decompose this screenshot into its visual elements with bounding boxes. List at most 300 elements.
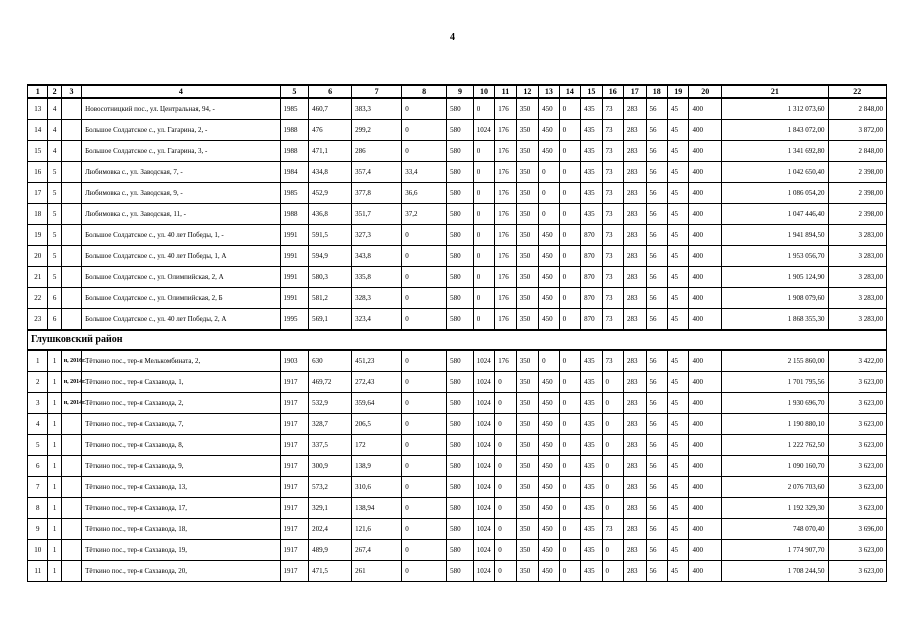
table-cell: 176	[495, 267, 516, 288]
table-cell: 580	[447, 246, 474, 267]
table-cell: 1024	[473, 350, 494, 372]
table-cell: 5	[48, 246, 61, 267]
table-cell: 400	[689, 267, 722, 288]
table-cell: 56	[646, 435, 667, 456]
column-header: 21	[722, 85, 828, 98]
table-cell: 580	[447, 477, 474, 498]
table-cell: 8	[28, 498, 48, 519]
table-cell: 350	[516, 477, 538, 498]
column-header: 2	[48, 85, 61, 98]
table-cell: 0	[402, 477, 447, 498]
table-cell: 435	[581, 120, 602, 141]
table-cell: 2 398,00	[828, 204, 887, 225]
table-cell	[61, 288, 81, 309]
table-cell: 351,7	[352, 204, 402, 225]
table-cell: 580	[447, 309, 474, 331]
table-cell: 1024	[473, 372, 494, 393]
table-row	[28, 225, 887, 246]
table-cell: 350	[516, 561, 538, 582]
table-cell: 435	[581, 162, 602, 183]
table-row	[28, 120, 887, 141]
table-cell: 1 708 244,50	[722, 561, 828, 582]
table-cell: н, 2016г.	[61, 350, 81, 372]
table-cell: 0	[602, 456, 623, 477]
table-cell: 450	[539, 225, 559, 246]
table-cell	[61, 162, 81, 183]
table-cell: 1991	[280, 246, 309, 267]
table-cell: 580	[447, 456, 474, 477]
table-cell: 580	[447, 204, 474, 225]
table-cell: 5	[48, 204, 61, 225]
table-cell: 37,2	[402, 204, 447, 225]
table-cell: 1 905 124,90	[722, 267, 828, 288]
table-cell	[61, 120, 81, 141]
table-cell: 73	[602, 519, 623, 540]
table-cell: 283	[624, 120, 646, 141]
table-cell: 176	[495, 183, 516, 204]
table-cell: 3 623,00	[828, 372, 887, 393]
table-cell	[61, 477, 81, 498]
table-cell: 350	[516, 435, 538, 456]
table-cell: 435	[581, 372, 602, 393]
table-cell: 1 930 696,70	[722, 393, 828, 414]
table-cell: 1024	[473, 414, 494, 435]
table-cell: 400	[689, 309, 722, 331]
table-cell	[61, 204, 81, 225]
table-cell: 1 222 762,50	[722, 435, 828, 456]
table-cell: 1 908 079,60	[722, 288, 828, 309]
table-cell: Любимовка с., ул. Заводская, 11, -	[82, 204, 280, 225]
table-cell: 3 623,00	[828, 498, 887, 519]
table-cell: 471,5	[309, 561, 352, 582]
table-cell: 176	[495, 162, 516, 183]
table-cell: 591,5	[309, 225, 352, 246]
column-header: 17	[624, 85, 646, 98]
table-cell: 0	[495, 477, 516, 498]
table-cell: 13	[28, 98, 48, 120]
table-cell: 400	[689, 561, 722, 582]
table-cell: 176	[495, 120, 516, 141]
column-header: 15	[581, 85, 602, 98]
table-cell: 450	[539, 456, 559, 477]
table-cell: 450	[539, 267, 559, 288]
table-cell: 460,7	[309, 98, 352, 120]
table-cell: 400	[689, 350, 722, 372]
table-cell: 0	[559, 393, 580, 414]
table-cell: 0	[495, 414, 516, 435]
table-cell: 400	[689, 498, 722, 519]
table-cell: 3 623,00	[828, 435, 887, 456]
table-cell: 0	[602, 393, 623, 414]
table-cell: 56	[646, 246, 667, 267]
table-cell: 272,43	[352, 372, 402, 393]
table-cell: 0	[402, 456, 447, 477]
table-cell: 870	[581, 225, 602, 246]
page-number: 4	[450, 32, 455, 43]
table-row	[28, 540, 887, 561]
table-cell: 73	[602, 309, 623, 331]
table-cell: 2 398,00	[828, 162, 887, 183]
table-cell: 45	[667, 183, 688, 204]
table-row	[28, 350, 887, 372]
table-cell: 0	[539, 183, 559, 204]
table-cell: 73	[602, 204, 623, 225]
table-cell: 45	[667, 372, 688, 393]
table-cell: 73	[602, 288, 623, 309]
table-cell: 0	[473, 267, 494, 288]
table-cell: 1024	[473, 435, 494, 456]
table-cell: 283	[624, 98, 646, 120]
table-cell: 1024	[473, 561, 494, 582]
table-cell: Большое Солдатское с., ул. Гагарина, 3, -	[82, 141, 280, 162]
table-cell: 0	[602, 561, 623, 582]
table-cell: 45	[667, 519, 688, 540]
table-cell: 3 422,00	[828, 350, 887, 372]
table-cell: 435	[581, 477, 602, 498]
table-cell: 435	[581, 204, 602, 225]
table-cell	[61, 225, 81, 246]
table-cell: Тёткино пос., тер-я Сахзавода, 13,	[82, 477, 280, 498]
table-cell: 450	[539, 309, 559, 331]
table-cell: 3 623,00	[828, 393, 887, 414]
table-cell	[61, 309, 81, 331]
table-cell: 0	[473, 309, 494, 331]
table-cell: 0	[402, 120, 447, 141]
table-cell: 569,1	[309, 309, 352, 331]
table-cell: 56	[646, 456, 667, 477]
column-header-row	[28, 85, 887, 98]
table-cell: 1988	[280, 120, 309, 141]
table-cell: 0	[559, 372, 580, 393]
table-cell: 400	[689, 414, 722, 435]
table-cell: 45	[667, 120, 688, 141]
table-cell: 435	[581, 540, 602, 561]
table-cell: 1917	[280, 477, 309, 498]
table-cell: 299,2	[352, 120, 402, 141]
table-cell: 1917	[280, 540, 309, 561]
column-header: 6	[309, 85, 352, 98]
table-cell: 532,9	[309, 393, 352, 414]
table-cell: 1 086 054,20	[722, 183, 828, 204]
table-cell: 6	[48, 309, 61, 331]
table-cell: 4	[48, 141, 61, 162]
table-cell: 73	[602, 225, 623, 246]
table-cell: 580	[447, 393, 474, 414]
table-cell: 56	[646, 477, 667, 498]
table-cell: 350	[516, 414, 538, 435]
table-cell: 1991	[280, 288, 309, 309]
table-cell: 10	[28, 540, 48, 561]
table-cell: 138,9	[352, 456, 402, 477]
table-cell: 2 848,00	[828, 98, 887, 120]
table-cell: 0	[559, 225, 580, 246]
table-cell: 0	[559, 540, 580, 561]
table-cell: 300,9	[309, 456, 352, 477]
table-cell: 580	[447, 267, 474, 288]
column-header: 13	[539, 85, 559, 98]
table-cell: 1 953 056,70	[722, 246, 828, 267]
table-cell: 870	[581, 288, 602, 309]
column-header: 22	[828, 85, 887, 98]
table-cell: 0	[559, 350, 580, 372]
table-cell: 580	[447, 141, 474, 162]
table-cell: 0	[402, 372, 447, 393]
table-cell: Тёткино пос., тер-я Сахзавода, 9,	[82, 456, 280, 477]
table-cell: 400	[689, 540, 722, 561]
table-cell: 1024	[473, 477, 494, 498]
column-header: 19	[667, 85, 688, 98]
table-cell: 1024	[473, 393, 494, 414]
table-cell: 33,4	[402, 162, 447, 183]
table-cell: 0	[495, 456, 516, 477]
table-cell: 283	[624, 246, 646, 267]
table-cell: 138,94	[352, 498, 402, 519]
table-cell: 283	[624, 288, 646, 309]
column-header: 1	[28, 85, 48, 98]
table-cell: 1917	[280, 456, 309, 477]
table-cell: 45	[667, 141, 688, 162]
table-cell: 45	[667, 225, 688, 246]
table-cell: Большое Солдатское с., ул. 40 лет Победы, 1, А	[82, 246, 280, 267]
table-cell: 400	[689, 120, 722, 141]
table-cell: 435	[581, 519, 602, 540]
table-cell: 283	[624, 393, 646, 414]
table-cell: 56	[646, 98, 667, 120]
table-cell: 450	[539, 414, 559, 435]
table-cell: 56	[646, 393, 667, 414]
table-cell: 435	[581, 393, 602, 414]
table-cell: 3 283,00	[828, 267, 887, 288]
table-cell: Большое Солдатское с., ул. Гагарина, 2, -	[82, 120, 280, 141]
table-cell: 45	[667, 309, 688, 331]
table-cell: 400	[689, 372, 722, 393]
table-cell: 1	[48, 498, 61, 519]
column-header: 11	[495, 85, 516, 98]
table-cell: 435	[581, 414, 602, 435]
table-cell: 580	[447, 288, 474, 309]
table-cell: 73	[602, 350, 623, 372]
table-cell: 9	[28, 519, 48, 540]
table-cell: 4	[48, 120, 61, 141]
table-cell: 45	[667, 561, 688, 582]
table-cell: 4	[28, 414, 48, 435]
table-cell: 1984	[280, 162, 309, 183]
table-cell: 350	[516, 519, 538, 540]
table-cell: 748 070,40	[722, 519, 828, 540]
table-cell: 1917	[280, 414, 309, 435]
table-cell: 450	[539, 120, 559, 141]
table-cell: 73	[602, 183, 623, 204]
table-cell: 0	[495, 393, 516, 414]
table-cell: Большое Солдатское с., ул. 40 лет Победы, 2, А	[82, 309, 280, 331]
table-cell: 580	[447, 162, 474, 183]
table-cell: 400	[689, 393, 722, 414]
table-cell: 0	[495, 372, 516, 393]
table-cell: 56	[646, 288, 667, 309]
table-cell: Тёткино пос., тер-я Сахзавода, 8,	[82, 435, 280, 456]
table-cell: 0	[539, 204, 559, 225]
table-cell: 435	[581, 98, 602, 120]
table-cell: Большое Солдатское с., ул. Олимпийская, 2, А	[82, 267, 280, 288]
table-cell: 36,6	[402, 183, 447, 204]
column-header: 12	[516, 85, 538, 98]
table-cell: 56	[646, 162, 667, 183]
table-cell: 0	[402, 246, 447, 267]
table-cell: 176	[495, 288, 516, 309]
table-cell: 1917	[280, 372, 309, 393]
table-cell: 0	[402, 267, 447, 288]
table-cell: 176	[495, 246, 516, 267]
table-cell: 476	[309, 120, 352, 141]
table-cell: 580	[447, 561, 474, 582]
table-cell: 45	[667, 162, 688, 183]
table-cell: 73	[602, 120, 623, 141]
table-cell: 1991	[280, 267, 309, 288]
register-table-container	[27, 84, 887, 582]
table-cell: 335,8	[352, 267, 402, 288]
table-cell: 0	[559, 204, 580, 225]
table-cell: 45	[667, 246, 688, 267]
table-cell: 0	[559, 309, 580, 331]
table-cell: 400	[689, 141, 722, 162]
table-cell: 450	[539, 246, 559, 267]
table-cell: 45	[667, 540, 688, 561]
table-cell: 1 341 692,80	[722, 141, 828, 162]
table-cell: 350	[516, 372, 538, 393]
table-cell: 5	[48, 162, 61, 183]
table-cell: 489,9	[309, 540, 352, 561]
table-cell: 3	[28, 393, 48, 414]
table-cell: 1	[48, 372, 61, 393]
table-row	[28, 372, 887, 393]
table-cell: 1988	[280, 204, 309, 225]
table-row	[28, 204, 887, 225]
table-cell: 45	[667, 477, 688, 498]
table-cell: 56	[646, 225, 667, 246]
table-cell: 56	[646, 183, 667, 204]
table-cell: 121,6	[352, 519, 402, 540]
table-cell: 283	[624, 540, 646, 561]
table-cell: 206,5	[352, 414, 402, 435]
table-cell: 350	[516, 540, 538, 561]
table-cell: 383,3	[352, 98, 402, 120]
table-cell: 450	[539, 540, 559, 561]
table-row	[28, 288, 887, 309]
table-cell: 435	[581, 350, 602, 372]
table-cell: 1 868 355,30	[722, 309, 828, 331]
table-cell: 283	[624, 498, 646, 519]
table-cell: 2	[28, 372, 48, 393]
table-cell: 0	[602, 540, 623, 561]
table-cell: Тёткино пос., тер-я Сахзавода, 19,	[82, 540, 280, 561]
column-header: 18	[646, 85, 667, 98]
table-cell: 73	[602, 141, 623, 162]
table-cell: 377,8	[352, 183, 402, 204]
table-cell: 0	[559, 267, 580, 288]
table-cell: 1991	[280, 225, 309, 246]
table-row	[28, 183, 887, 204]
table-cell: 0	[559, 414, 580, 435]
table-cell: 450	[539, 372, 559, 393]
table-cell: 450	[539, 393, 559, 414]
table-cell: 0	[495, 435, 516, 456]
table-cell: 580	[447, 98, 474, 120]
table-cell: 581,2	[309, 288, 352, 309]
table-cell: Тёткино пос., тер-я Сахзавода, 20,	[82, 561, 280, 582]
table-cell: 56	[646, 309, 667, 331]
table-cell: 0	[402, 225, 447, 246]
table-cell: 56	[646, 561, 667, 582]
table-cell: 580	[447, 414, 474, 435]
table-cell: 45	[667, 350, 688, 372]
table-cell: 1917	[280, 519, 309, 540]
table-cell: 1917	[280, 393, 309, 414]
table-cell: 45	[667, 456, 688, 477]
table-row	[28, 498, 887, 519]
table-cell	[61, 435, 81, 456]
table-cell: 0	[402, 435, 447, 456]
column-header: 8	[402, 85, 447, 98]
table-cell: 350	[516, 267, 538, 288]
table-cell: 1024	[473, 540, 494, 561]
table-cell	[61, 246, 81, 267]
table-cell: 0	[495, 519, 516, 540]
table-row	[28, 456, 887, 477]
table-cell: 436,8	[309, 204, 352, 225]
table-cell: 283	[624, 477, 646, 498]
table-cell: 471,1	[309, 141, 352, 162]
table-cell: 1	[48, 456, 61, 477]
table-cell: 176	[495, 204, 516, 225]
table-row	[28, 162, 887, 183]
table-cell: 45	[667, 267, 688, 288]
table-cell: 1903	[280, 350, 309, 372]
table-cell: 3 283,00	[828, 288, 887, 309]
table-row	[28, 141, 887, 162]
table-cell: 56	[646, 372, 667, 393]
table-cell: 0	[602, 372, 623, 393]
table-row	[28, 414, 887, 435]
table-cell: 1	[48, 350, 61, 372]
table-cell: 283	[624, 350, 646, 372]
table-cell	[61, 561, 81, 582]
table-cell: 0	[559, 435, 580, 456]
table-cell: 0	[539, 350, 559, 372]
table-cell: 283	[624, 456, 646, 477]
column-header: 14	[559, 85, 580, 98]
table-cell: 435	[581, 498, 602, 519]
table-cell: 5	[48, 267, 61, 288]
table-cell: 0	[559, 120, 580, 141]
table-cell: 6	[48, 288, 61, 309]
table-cell: 350	[516, 120, 538, 141]
table-cell: 450	[539, 498, 559, 519]
table-cell: 21	[28, 267, 48, 288]
table-cell	[61, 540, 81, 561]
table-cell: 0	[402, 98, 447, 120]
table-cell: 1917	[280, 498, 309, 519]
table-cell: 350	[516, 246, 538, 267]
table-cell: 0	[473, 98, 494, 120]
table-cell: 435	[581, 435, 602, 456]
table-cell: Тёткино пос., тер-я Сахзавода, 1,	[82, 372, 280, 393]
table-cell: 267,4	[352, 540, 402, 561]
table-cell: Большое Солдатское с., ул. Олимпийская, 2, Б	[82, 288, 280, 309]
table-cell: 1	[48, 519, 61, 540]
table-cell: 870	[581, 267, 602, 288]
table-cell: 3 283,00	[828, 246, 887, 267]
table-cell: 283	[624, 183, 646, 204]
